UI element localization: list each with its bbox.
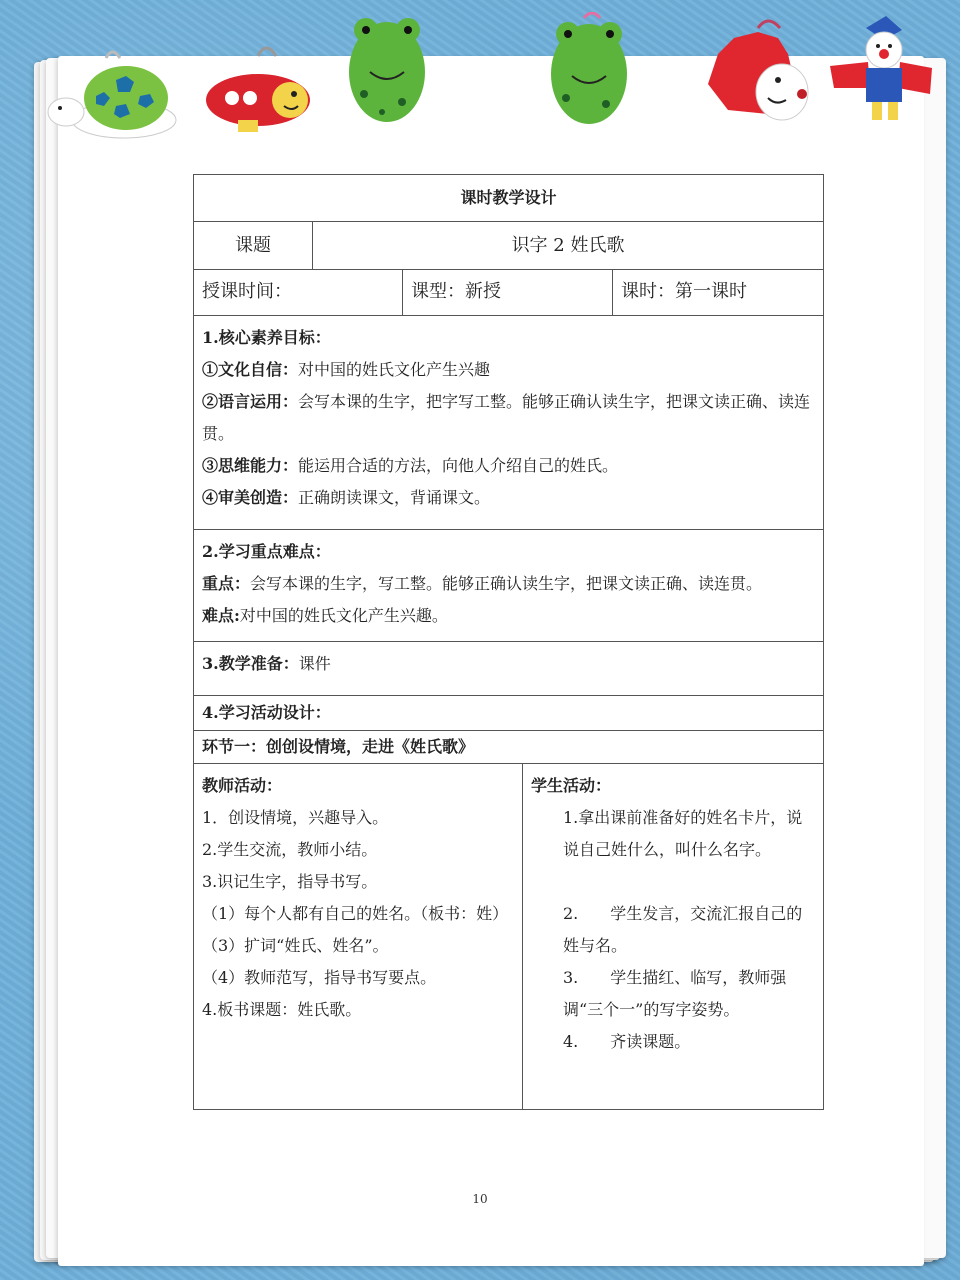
topic-value: 识字 2 姓氏歌 bbox=[313, 222, 824, 270]
goal-item: ③思维能力：能运用合适的方法，向他人介绍自己的姓氏。 bbox=[202, 456, 619, 475]
hedgehog-clip-icon bbox=[698, 14, 818, 126]
difficult-point: 难点:对中国的姓氏文化产生兴趣。 bbox=[202, 606, 448, 625]
goal-item: ①文化自信：对中国的姓氏文化产生兴趣 bbox=[202, 360, 491, 379]
teacher-line: 4.板书课题：姓氏歌。 bbox=[202, 1000, 362, 1019]
frog-clip-icon bbox=[544, 12, 634, 134]
student-line: 2. 学生发言，交流汇报自己的姓与名。 bbox=[563, 904, 803, 955]
teacher-line: 3.识记生字，指导书写。 bbox=[202, 872, 378, 891]
activities-heading: 4.学习活动设计： bbox=[194, 696, 824, 731]
lesson-type-label: 课型： bbox=[411, 281, 465, 302]
goals-heading: 1.核心素养目标： bbox=[202, 328, 331, 347]
frog-clip-icon bbox=[342, 12, 432, 134]
lesson-period-value: 第一课时 bbox=[675, 281, 747, 302]
preparation-section bbox=[194, 642, 824, 696]
topic-label: 课题 bbox=[194, 222, 313, 270]
teacher-line: （4）教师范写，指导书写要点。 bbox=[202, 968, 437, 987]
class-time-cell bbox=[194, 270, 403, 316]
preparation-text: 课件 bbox=[298, 654, 331, 673]
page-number: 10 bbox=[472, 1192, 488, 1206]
teacher-activities bbox=[194, 764, 523, 1110]
teacher-line: （3）扩词“姓氏、姓名”。 bbox=[202, 936, 389, 955]
airplane-clip-icon bbox=[198, 42, 318, 134]
goal-item: ④审美创造：正确朗读课文，背诵课文。 bbox=[202, 488, 491, 507]
key-points-section bbox=[194, 530, 824, 642]
lesson-type-cell bbox=[403, 270, 613, 316]
key-points-heading: 2.学习重点难点： bbox=[202, 542, 331, 561]
goals-section bbox=[194, 316, 824, 530]
preparation-heading: 3.教学准备： bbox=[202, 654, 299, 673]
key-point: 重点：会写本课的生字，写工整。能够正确认读生字，把课文读正确、读连贯。 bbox=[202, 574, 763, 593]
lesson-type-value: 新授 bbox=[465, 281, 501, 302]
teacher-line: 1．创设情境，兴趣导入。 bbox=[202, 808, 389, 827]
student-line: 1.拿出课前准备好的姓名卡片，说说自己姓什么，叫什么名字。 bbox=[563, 808, 803, 859]
lesson-plan-table bbox=[193, 174, 824, 1110]
activity-section-title: 环节一：创创设情境，走进《姓氏歌》 bbox=[194, 731, 824, 764]
teacher-line: 2.学生交流，教师小结。 bbox=[202, 840, 378, 859]
lesson-period-label: 课时： bbox=[621, 281, 675, 302]
student-heading: 学生活动： bbox=[531, 776, 612, 795]
teacher-heading: 教师活动： bbox=[202, 776, 283, 795]
document-title: 课时教学设计 bbox=[194, 175, 824, 222]
class-time-label: 授课时间： bbox=[202, 281, 292, 302]
clown-clip-icon bbox=[826, 10, 936, 126]
teacher-line: （1）每个人都有自己的姓名。（板书：姓） bbox=[202, 904, 509, 923]
goal-item: ②语言运用：会写本课的生字，把字写工整。能够正确认读生字，把课文读正确、读连贯。 bbox=[202, 392, 811, 443]
lesson-period-cell bbox=[613, 270, 824, 316]
student-line: 3. 学生描红、临写，教师强调“三个一”的写字姿势。 bbox=[563, 968, 787, 1019]
student-activities bbox=[523, 764, 824, 1110]
turtle-clip-icon bbox=[44, 40, 184, 140]
student-line: 4. 齐读课题。 bbox=[563, 1032, 691, 1051]
